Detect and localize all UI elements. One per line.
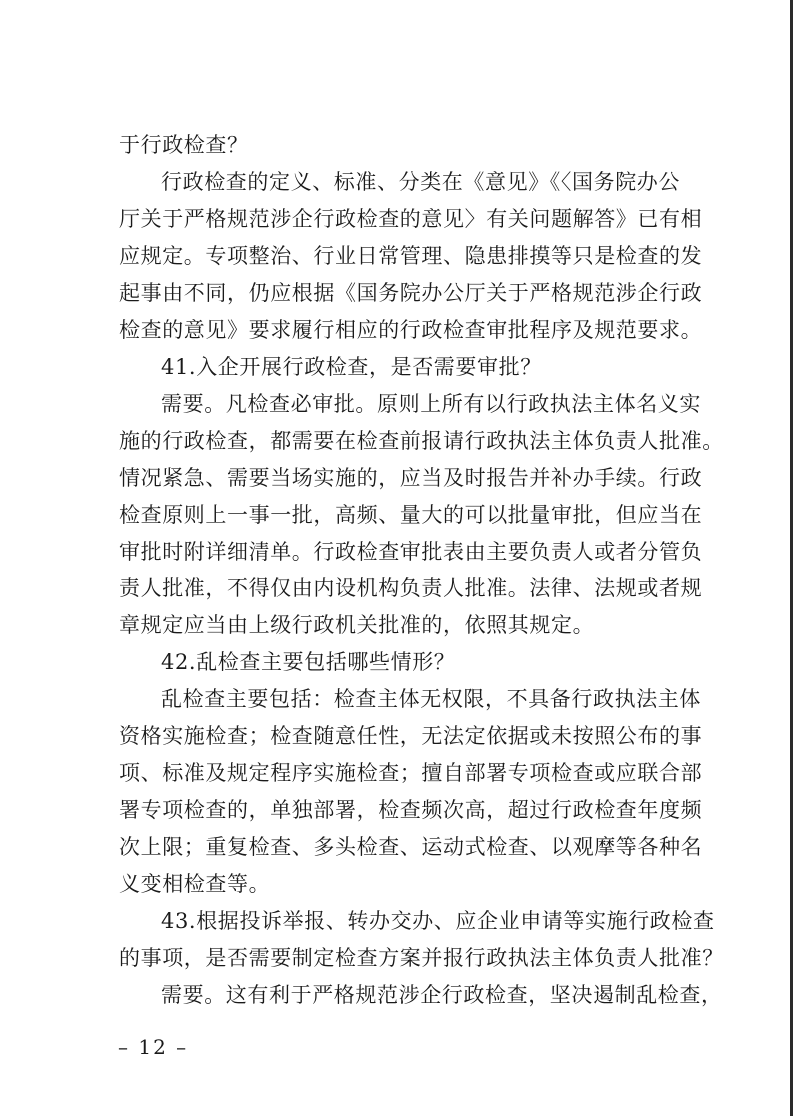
question-heading: 43.根据投诉举报、转办交办、应企业申请等实施行政检查: [161, 909, 715, 933]
paragraph-line: 施的行政检查，都需要在检查前报请行政执法主体负责人批准。: [119, 429, 724, 453]
paragraph-line: 乱检查主要包括：检查主体无权限，不具备行政执法主体: [161, 687, 701, 711]
paragraph-line: 审批时附详细清单。行政检查审批表由主要负责人或者分管负: [119, 540, 703, 564]
paragraph-line: 章规定应当由上级行政机关批准的，依照其规定。: [119, 613, 595, 637]
question-heading: 42.乱检查主要包括哪些情形？: [161, 650, 456, 674]
paragraph-line: 需要。凡检查必审批。原则上所有以行政执法主体名义实: [161, 392, 701, 416]
paragraph-line: 次上限；重复检查、多头检查、运动式检查、以观摩等各种名: [119, 835, 703, 859]
paragraph-line: 责人批准，不得仅由内设机构负责人批准。法律、法规或者规: [119, 576, 703, 600]
paragraph-line: 行政检查的定义、标准、分类在《意见》《〈国务院办公: [161, 170, 680, 194]
paragraph-line: 检查原则上一事一批，高频、量大的可以批量审批，但应当在: [119, 503, 703, 527]
paragraph-line: 需要。这有利于严格规范涉企行政检查，坚决遏制乱检查，: [161, 983, 723, 1007]
paragraph-line: 检查的意见》要求履行相应的行政检查审批程序及规范要求。: [119, 318, 703, 342]
paragraph-line: 情况紧急、需要当场实施的，应当及时报告并补办手续。行政: [119, 466, 703, 490]
paragraph-line: 署专项检查的，单独部署，检查频次高，超过行政检查年度频: [119, 798, 703, 822]
paragraph-line: 义变相检查等。: [119, 872, 271, 896]
question-heading: 41.入企开展行政检查，是否需要审批？: [161, 355, 542, 379]
page-number: – 12 –: [118, 1035, 189, 1059]
paragraph-line: 应规定。专项整治、行业日常管理、隐患排摸等只是检查的发: [119, 244, 703, 268]
paragraph-line: 厅关于严格规范涉企行政检查的意见〉有关问题解答》已有相: [119, 207, 703, 231]
paragraph-line: 于行政检查？: [119, 133, 249, 157]
question-heading: 的事项，是否需要制定检查方案并报行政执法主体负责人批准？: [119, 946, 724, 970]
paragraph-line: 资格实施检查；检查随意任性，无法定依据或未按照公布的事: [119, 724, 703, 748]
paragraph-line: 起事由不同，仍应根据《国务院办公厅关于严格规范涉企行政: [119, 281, 703, 305]
paragraph-line: 项、标准及规定程序实施检查；擅自部署专项检查或应联合部: [119, 761, 703, 785]
